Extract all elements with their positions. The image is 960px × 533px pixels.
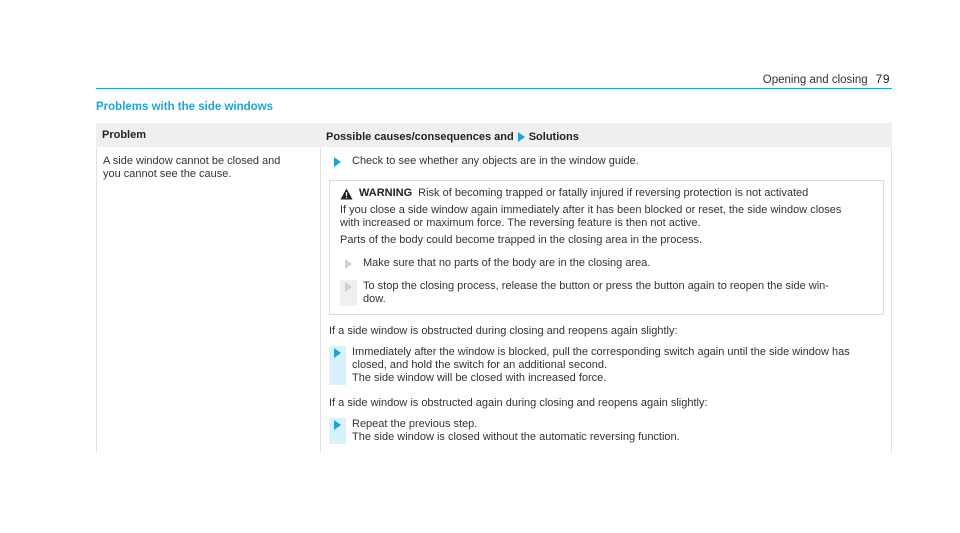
page-number: 79 (875, 72, 890, 86)
problem-line-2: you cannot see the cause. (103, 168, 232, 180)
problem-cell (97, 147, 321, 453)
warning-step-1-text: Make sure that no parts of the body are in the closing area. (363, 257, 651, 269)
step-3-line-1: Repeat the previous step. (352, 418, 478, 430)
problem-line-1: A side window cannot be closed and (103, 155, 281, 167)
chapter-title: Opening and closing (762, 74, 868, 86)
step-3-line-2: The side window is closed without the automatic reversing function. (352, 431, 680, 443)
arrow-icon (345, 282, 352, 292)
solutions-cell (321, 147, 891, 453)
paragraph-obstructed-again: If a side window is obstructed again during closing and reopens again slightly: (329, 397, 708, 409)
arrow-icon (334, 420, 341, 430)
warning-box (329, 180, 884, 315)
header-divider (96, 88, 892, 89)
warning-triangle-icon (340, 188, 353, 200)
warning-p1-line-2: with increased or maximum force. The reversing feature is then not active. (340, 217, 701, 229)
step-check-window-guide (329, 155, 884, 168)
warning-paragraph-1 (340, 204, 873, 230)
problems-table (96, 123, 892, 453)
warning-heading: Risk of becoming trapped or fatally injured if reversing protection is not activated (418, 187, 809, 199)
header-solutions: Solutions (528, 131, 579, 143)
arrow-icon (518, 132, 525, 142)
step-text: Check to see whether any objects are in the window guide. (352, 155, 639, 167)
warning-paragraph-2: Parts of the body could become trapped in the closing area in the process. (340, 234, 702, 246)
section-title: Problems with the side windows (96, 101, 273, 113)
warning-step-2-line-1: To stop the closing process, release the button or press the button again to reopen the side win- (363, 280, 829, 292)
arrow-icon (334, 157, 341, 167)
arrow-icon (345, 259, 352, 269)
header-causes-solutions (326, 131, 579, 143)
table-header (96, 123, 892, 147)
warning-step-2-line-2: dow. (363, 293, 386, 305)
warning-step-2 (340, 280, 873, 306)
header-problem: Problem (102, 129, 147, 141)
warning-p1-line-1: If you close a side window again immediately after it has been blocked or reset, the side window closes (340, 204, 842, 216)
step-2-line-3: The side window will be closed with increased force. (352, 372, 607, 384)
arrow-icon (334, 348, 341, 358)
step-2-line-2: closed, and hold the switch for an additional second. (352, 359, 607, 371)
step-repeat (329, 418, 884, 444)
warning-title (340, 187, 873, 200)
warning-step-1 (340, 257, 873, 270)
paragraph-obstructed: If a side window is obstructed during closing and reopens again slightly: (329, 325, 678, 337)
header-causes: Possible causes/consequences and (326, 131, 514, 143)
running-head (763, 72, 890, 86)
table-row (96, 147, 892, 453)
step-2-line-1: Immediately after the window is blocked, pull the corresponding switch again until the side window has (352, 346, 850, 358)
step-pull-switch (329, 346, 884, 385)
warning-label: WARNING (359, 187, 413, 199)
